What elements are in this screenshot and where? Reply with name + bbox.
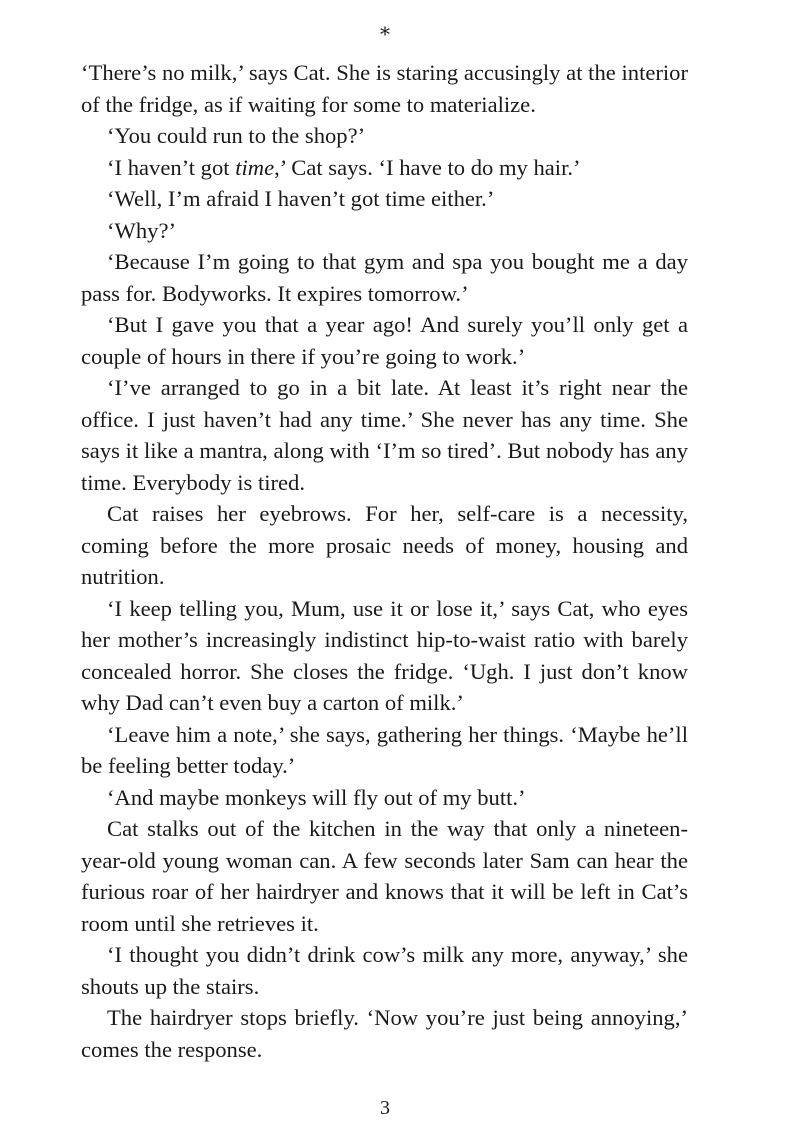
paragraph-text: ‘I thought you didn’t drink cow’s milk any more, anyway,’ she shouts up the stairs.: [81, 942, 688, 999]
paragraph-text: ‘There’s no milk,’ says Cat. She is staring accusingly at the interior of the fridge, as if waiting for some to materialize.: [81, 60, 688, 117]
paragraph-text: ‘But I gave you that a year ago! And surely you’ll only get a couple of hours in there if you’re going to work.’: [81, 312, 688, 369]
paragraph: [81, 719, 688, 782]
paragraph-text: Cat raises her eyebrows. For her, self-care is a necessity, coming before the more prosaic needs of money, housing and nutrition.: [81, 501, 688, 589]
paragraph-text: ,’ Cat says. ‘I have to do my hair.’: [274, 154, 581, 180]
paragraph: [81, 215, 688, 247]
paragraph: [81, 152, 688, 184]
paragraph: [81, 498, 688, 593]
emphasis-text: time: [235, 154, 275, 180]
paragraph-text: ‘Why?’: [107, 217, 176, 243]
paragraph-text: ‘Leave him a note,’ she says, gathering her things. ‘Maybe he’ll be feeling better today.’: [81, 721, 688, 778]
paragraph-text: ‘I’ve arranged to go in a bit late. At least it’s right near the office. I just haven’t had any time.’ She never has any time. She says it like a mantra, along with ‘I’m so tired’. But nobody has any time. Everybody is tired.: [81, 375, 688, 495]
paragraph: [81, 372, 688, 498]
paragraph: [81, 1002, 688, 1065]
paragraph: [81, 183, 688, 215]
paragraph: [81, 246, 688, 309]
paragraph: [81, 593, 688, 719]
page-number: 3: [380, 1097, 390, 1119]
paragraph-text: The hairdryer stops briefly. ‘Now you’re just being annoying,’ comes the response.: [81, 1005, 688, 1062]
paragraph-text: ‘And maybe monkeys will fly out of my butt.’: [107, 784, 526, 810]
body-text: [81, 57, 688, 1065]
section-break-asterisk: *: [380, 22, 390, 46]
paragraph-text: ‘I keep telling you, Mum, use it or lose it,’ says Cat, who eyes her mother’s increasingly indistinct hip-to-waist ratio with barely concealed horror. She closes the fridge. ‘Ugh. I just don’t know why Dad can’t even buy a carton of milk.’: [81, 595, 688, 715]
paragraph-text: Cat stalks out of the kitchen in the way that only a nineteen-year-old young woman can. A few seconds later Sam can hear the furious roar of her hairdryer and knows that it will be left in Cat’s room until she retrieves it.: [81, 816, 688, 936]
paragraph: [81, 57, 688, 120]
paragraph: [81, 939, 688, 1002]
paragraph: [81, 120, 688, 152]
paragraph-text: ‘I haven’t got: [107, 154, 236, 180]
paragraph: [81, 309, 688, 372]
paragraph: [81, 813, 688, 939]
paragraph-text: ‘Because I’m going to that gym and spa you bought me a day pass for. Bodyworks. It expires tomorrow.’: [81, 249, 688, 306]
paragraph-text: ‘You could run to the shop?’: [107, 123, 366, 148]
paragraph-text: ‘Well, I’m afraid I haven’t got time either.’: [107, 186, 495, 211]
paragraph: [81, 782, 688, 814]
